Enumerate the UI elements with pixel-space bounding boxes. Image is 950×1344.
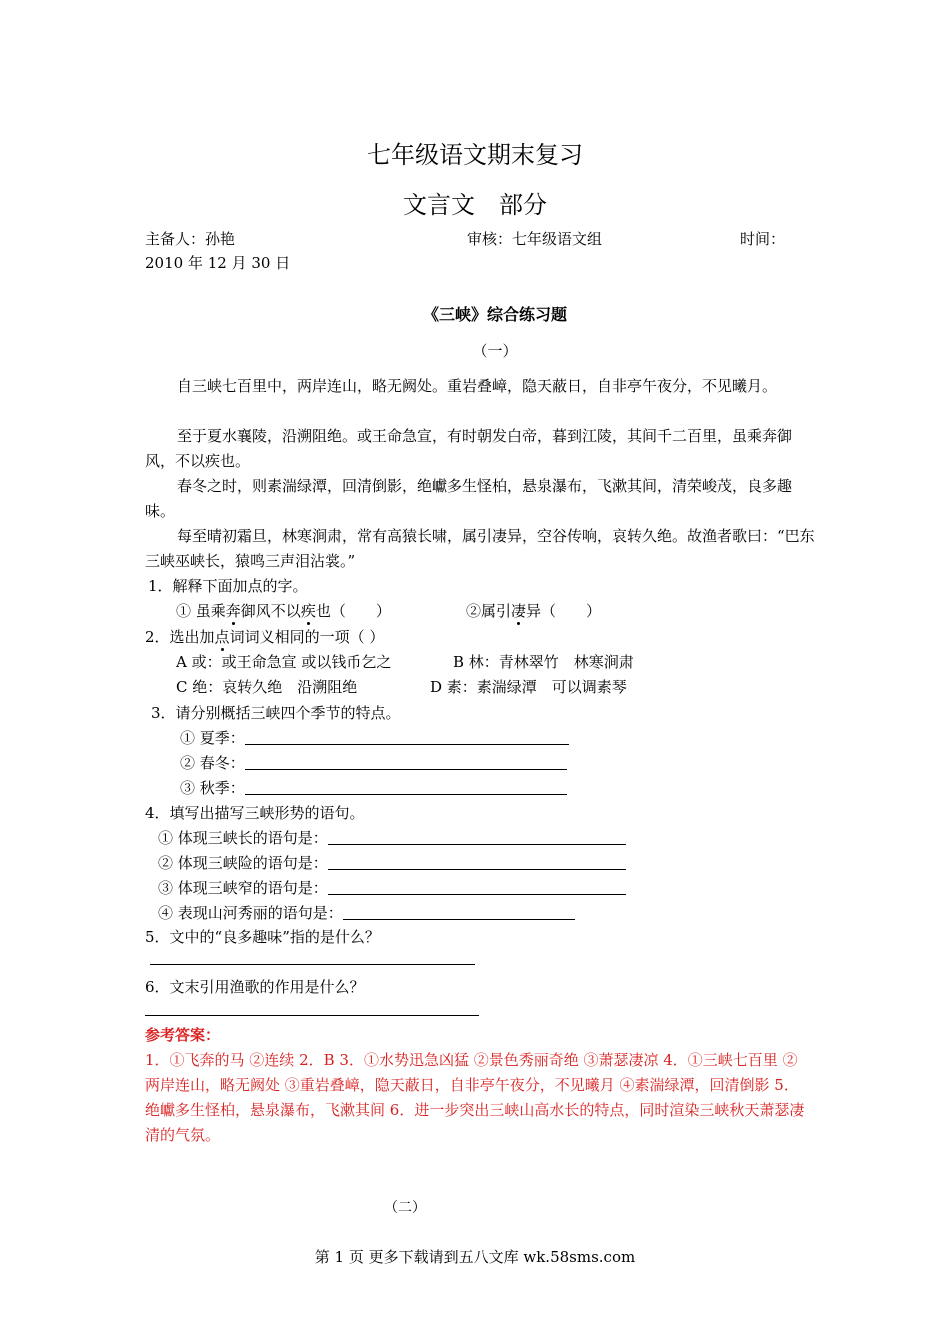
- answer-blank[interactable]: [328, 880, 626, 895]
- answer-blank[interactable]: [343, 905, 575, 920]
- answer-line[interactable]: [145, 1015, 479, 1016]
- date: 2010 年 12 月 30 日: [145, 254, 291, 272]
- answer-blank[interactable]: [245, 755, 567, 770]
- passage-paragraph: 每至晴初霜旦，林寒涧肃，常有高猿长啸，属引凄异，空谷传响，哀转久绝。故渔者歌曰：“巴东三峡巫峡长，猿鸣三声泪沾裳。”: [145, 527, 815, 570]
- question-4-stem: 4．填写出描写三峡形势的语句。: [145, 804, 365, 822]
- question-1-item-a: ① 虽乘奔御风不以疾也（ ）: [176, 602, 391, 620]
- question-2-option-d: D 素：素湍绿潭 可以调素琴: [430, 678, 627, 696]
- part-two-label: （二）: [384, 1200, 426, 1216]
- question-3-item: ② 春冬：: [180, 752, 567, 773]
- time-label: 时间：: [740, 230, 786, 248]
- page-subtitle: 文言文 部分: [403, 191, 547, 219]
- answer-blank[interactable]: [328, 855, 626, 870]
- question-2-stem: 2．选出加点词词义相同的一项（ ）: [145, 628, 385, 646]
- answers-text: 1．①飞奔的马 ②连续 2．B 3．①水势迅急凶猛 ②景色秀丽奇绝 ③萧瑟凄凉 4．①三峡七百里 ②两岸连山，略无阙处 ③重岩叠嶂，隐天蔽日，自非亭午夜分，不见曦月 ④素湍绿潭，回清倒影 5．绝巘多生怪柏，悬泉瀑布，飞漱其间 6．进一步突出三峡山高水长的特点，同时渲染三峡秋天萧瑟凄清的气氛。: [145, 1051, 805, 1144]
- preparer: 主备人：孙艳: [145, 230, 236, 248]
- answer-blank[interactable]: [328, 830, 626, 845]
- answer-blank[interactable]: [245, 780, 567, 795]
- question-5-stem: 5．文中的“良多趣味”指的是什么？: [145, 928, 380, 946]
- part-one-label: （一）: [472, 342, 518, 360]
- question-4-item: ④ 表现山河秀丽的语句是：: [158, 902, 575, 923]
- question-6-stem: 6．文末引用渔歌的作用是什么？: [145, 978, 365, 996]
- page-footer: 第 1 页 更多下载请到五八文库 wk.58sms.com: [314, 1248, 636, 1266]
- question-4-item: ① 体现三峡长的语句是：: [158, 827, 626, 848]
- answer-blank[interactable]: [245, 730, 569, 745]
- passage-paragraph: 春冬之时，则素湍绿潭，回清倒影，绝巘多生怪柏，悬泉瀑布，飞漱其间，清荣峻茂，良多趣味。: [145, 477, 793, 520]
- question-2-option-b: B 林：青林翠竹 林寒涧肃: [453, 653, 634, 671]
- question-3-item: ③ 秋季：: [180, 777, 567, 798]
- question-1-item-b: ②属引凄异（ ）: [466, 602, 602, 620]
- page-title: 七年级语文期末复习: [367, 141, 583, 169]
- question-3-item: ① 夏季：: [180, 727, 569, 748]
- answers-heading: 参考答案：: [145, 1026, 221, 1044]
- passage-paragraph: 至于夏水襄陵，沿溯阻绝。或王命急宣，有时朝发白帝，暮到江陵，其间千二百里，虽乘奔御风，不以疾也。: [145, 427, 793, 470]
- question-2-option-c: C 绝：哀转久绝 沿溯阻绝: [176, 678, 358, 696]
- question-4-item: ② 体现三峡险的语句是：: [158, 852, 626, 873]
- passage-paragraph: 自三峡七百里中，两岸连山，略无阙处。重岩叠嶂，隐天蔽日，自非亭午夜分，不见曦月。: [177, 377, 778, 395]
- question-1-stem: 1．解释下面加点的字。: [148, 577, 308, 595]
- question-2-option-a: A 或：或王命急宣 或以钱币乞之: [176, 653, 392, 671]
- question-4-item: ③ 体现三峡窄的语句是：: [158, 877, 626, 898]
- section-title: 《三峡》综合练习题: [422, 305, 567, 324]
- reviewer: 审核：七年级语文组: [467, 230, 603, 248]
- answer-line[interactable]: [150, 964, 475, 965]
- question-3-stem: 3．请分别概括三峡四个季节的特点。: [151, 704, 401, 722]
